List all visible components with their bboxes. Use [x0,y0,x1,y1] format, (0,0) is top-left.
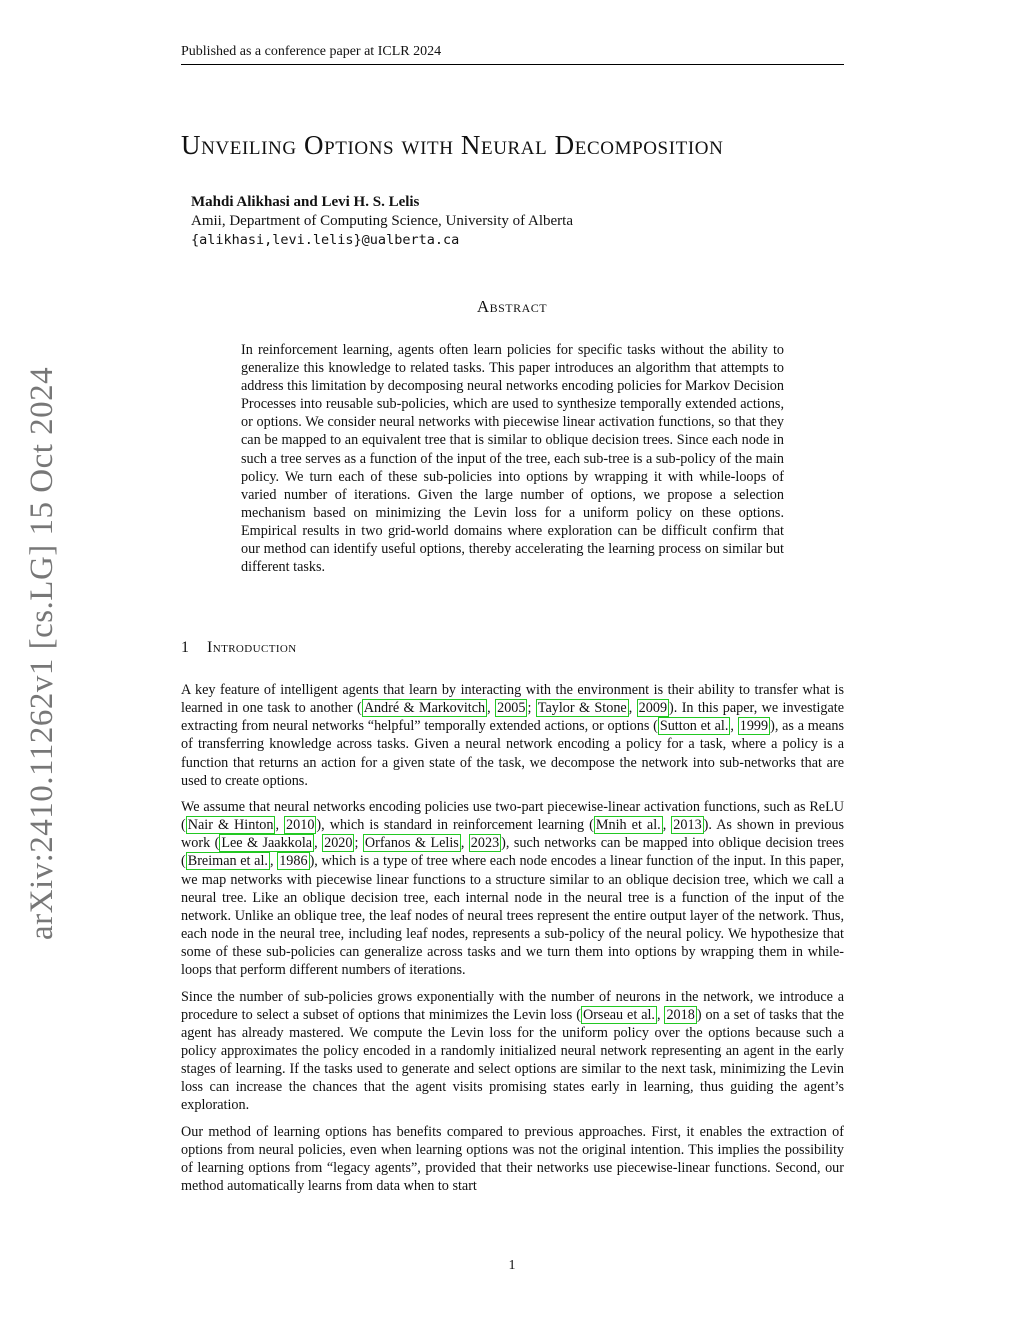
citation-link[interactable]: 2009 [638,700,668,717]
section-title: Introduction [207,639,297,656]
section-heading-introduction [181,639,297,657]
paragraph-text: ), such networks can be mapped into oblique decision trees ( [181,835,845,870]
arxiv-identifier-stamp[interactable]: arXiv:2410.11262v1 [cs.LG] 15 Oct 2024 [24,366,60,940]
citation-link[interactable]: 1999 [739,718,769,735]
citation-link[interactable]: 1986 [279,853,308,870]
paragraph-text: , [487,700,496,717]
paragraph-text: Our method of learning options has benefits compared to previous approaches. First, it enables the extraction of options from neural policies, even when learning options was not the original intention. This implies the possibility of learning options from “legacy agents”, provided that their networks use piecewise-linear functions. Second, our method automatically learns from data when to start [181,1123,844,1195]
citation-link[interactable]: Orseau et al. [582,1006,655,1023]
paragraph-text: ), which is standard in reinforcement learning ( [316,817,594,834]
paragraph [181,1123,844,1196]
citation-link[interactable]: 2013 [673,817,702,834]
citation-link[interactable]: Lee & Jaakkola [221,835,313,852]
citation-link[interactable]: Orfanos & Lelis [364,835,459,852]
introduction-body [181,681,844,1203]
citation-link[interactable]: Nair & Hinton [187,817,274,834]
citation-link[interactable]: 2020 [324,835,353,852]
paragraph-text: , [275,817,285,834]
citation-link[interactable]: Mnih et al. [595,817,661,834]
citation-link[interactable]: 2018 [666,1006,695,1023]
paper-title: Unveiling Options with Neural Decomposition [181,130,724,160]
paragraph [181,798,844,980]
abstract-heading: Abstract [476,297,548,316]
paragraph-text: We assume that neural networks encoding policies use two-part piecewise-linear activation functions, such as ReLU ( [181,798,844,834]
paragraph-text: A key feature of intelligent agents that learn by interacting with the environment is their ability to transfer what is learned in one task to another ( [181,682,844,717]
citation-link[interactable]: 2023 [470,835,500,852]
citation-link[interactable]: Taylor & Stone [537,700,627,717]
paragraph-text: ). As shown in previous work ( [181,817,844,852]
author-email[interactable]: {alikhasi,levi.lelis}@ualberta.ca [191,232,460,248]
paragraph-text: , [269,853,278,870]
citation-link[interactable]: Sutton et al. [659,718,729,735]
citation-link[interactable]: 2005 [497,700,526,717]
author-names: Mahdi Alikhasi and Levi H. S. Lelis [191,194,420,210]
page-number: 1 [508,1258,516,1273]
author-block [191,193,573,250]
paragraph-text: ; [354,835,363,852]
paragraph-text: ), which is a type of tree where each node encodes a linear function of the input. In this paper, we map networks with piecewise linear functions to a structure similar to an oblique decision tree, which we call a neural tree. Like an oblique decision tree, each internal node in the neural tree is a function of the input of the network. Unlike an oblique tree, the leaf nodes of neural trees represent the entire output layer of the network. Thus, each node in the neural tree, including leaf nodes, represents a sub-policy of the neural policy. We hypothesize that some of these sub-policies can generalize across tasks and we turn them into options by wrapping them in while-loops that perform different numbers of iterations. [181,853,844,979]
paragraph-text: ) on a set of tasks that the agent has already mastered. We compute the Levin loss for the uniform policy over the options because such a policy approximates the policy encoded in a randomly initialized neural network representing an agent in the early stages of learning. If the tasks used to generate and select options are similar to the next task, minimizing the Levin loss can increase the chances that the agent visits promising states early in learning, thus guiding the agent’s exploration. [181,1006,844,1114]
paragraph-text: , [656,1006,665,1023]
citation-link[interactable]: André & Markovitch [363,700,486,717]
citation-link[interactable]: Breiman et al. [187,853,268,870]
paragraph-text: , [628,700,637,717]
paragraph-text: , [314,835,323,852]
section-number: 1 [181,639,189,656]
paragraph-text: ), as a means of transferring knowledge across tasks. Given a neural network encoding a policy for a task, where a policy is a function that returns an action for a given state of the task, we decompose the network into sub-networks that are used to create options. [181,718,845,789]
paragraph-text: Since the number of sub-policies grows exponentially with the number of neurons in the network, we introduce a procedure to select a subset of options that minimizes the Levin loss ( [181,988,844,1023]
abstract-text: In reinforcement learning, agents often learn policies for specific tasks without the ability to generalize this knowledge to related tasks. This paper introduces an algorithm that attempts to address this limitation by decomposing neural networks encoding policies for Markov Decision Processes into reusable sub-policies, which are used to synthesize temporally extended actions, or options. We consider neural networks with piecewise linear activation functions, so that they can be mapped to an equivalent tree that is similar to oblique decision trees. Since each node in such a tree serves as a function of the input of the tree, each sub-tree is a sub-policy of the main policy. We turn each of these sub-policies into options by wrapping it with while-loops of varied number of iterations. Given the large number of options, we propose a selection mechanism based on minimizing the Levin loss for a uniform policy on these options. Empirical results in two grid-world domains where exploration can be difficult confirm that our method can identify useful options, thereby accelerating the learning process on similar but different tasks. [241,342,784,576]
citation-link[interactable]: 2010 [286,817,315,834]
paragraph-text: , [460,835,469,852]
paragraph [181,681,844,790]
conference-header: Published as a conference paper at ICLR 2024 [181,44,844,65]
paragraph-text: , [662,817,672,834]
paragraph [181,988,844,1115]
paragraph-text: ). In this paper, we investigate extracting from neural networks “helpful” temporally extended actions, or options ( [181,700,845,735]
paragraph-text: , [730,718,738,735]
paragraph-text: ; [527,700,536,717]
affiliation: Amii, Department of Computing Science, University of Alberta [191,213,574,229]
